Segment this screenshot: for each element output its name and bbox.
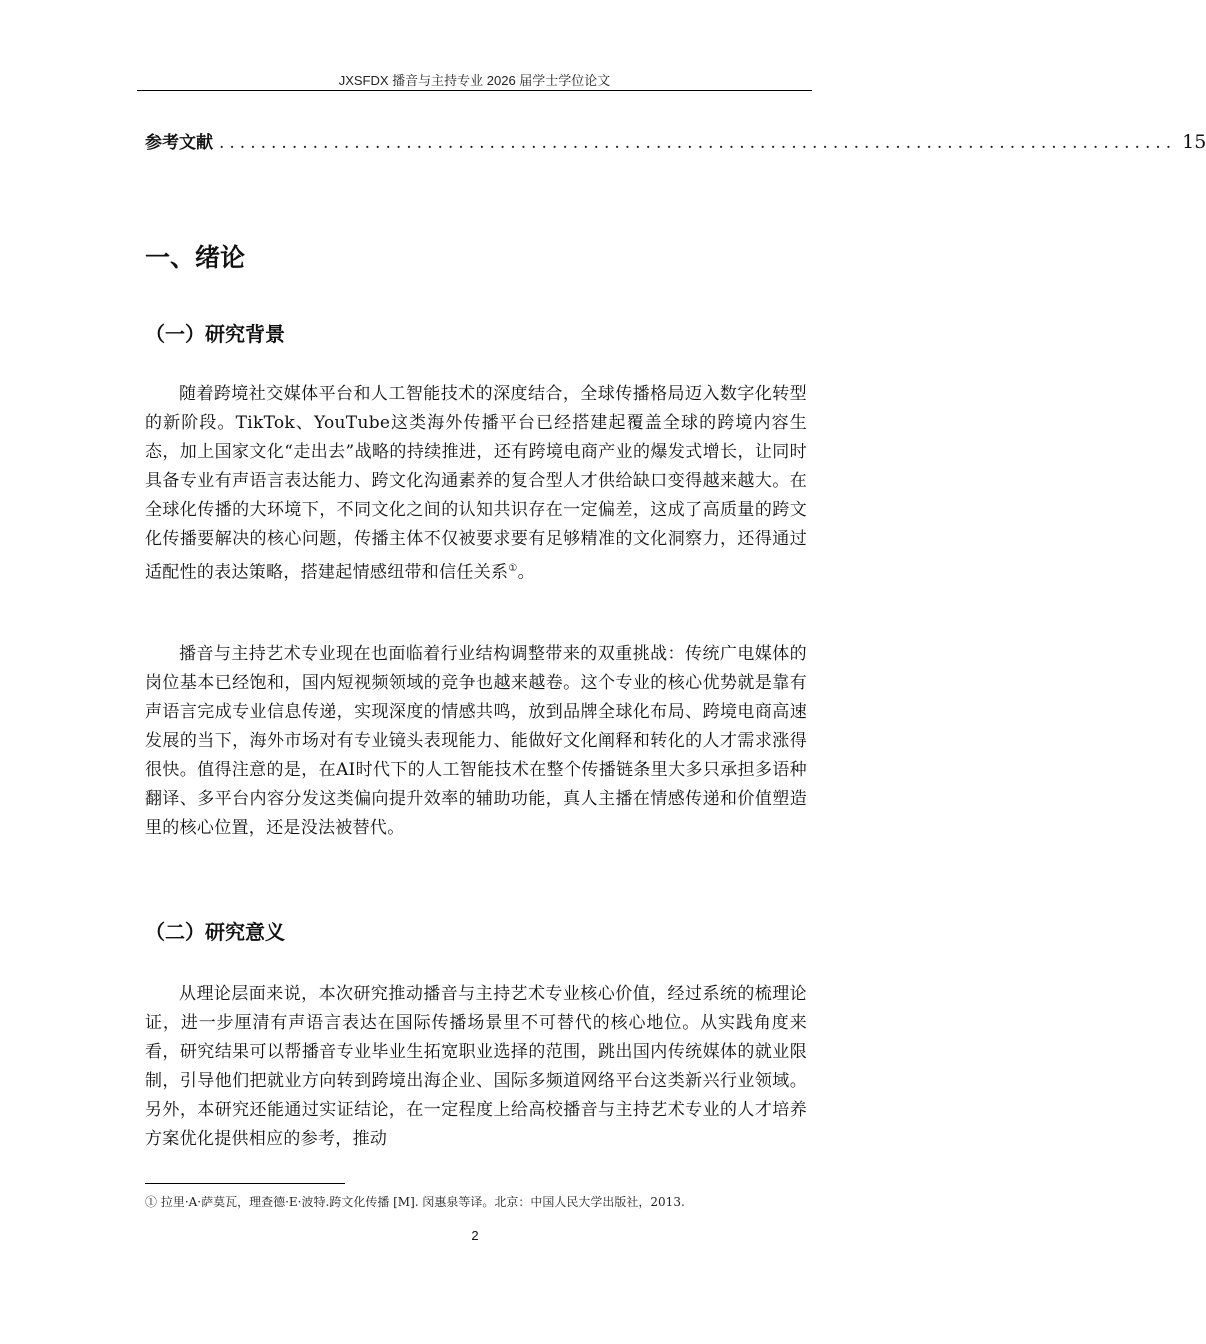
footnote: ① 拉里·A·萨莫瓦，理查德·E·波特.跨文化传播 [M]. 闵惠泉等译。北京：中国人民大学出版社，2013.: [145, 1195, 685, 1209]
subsection-title-background: （一）研究背景: [145, 322, 285, 346]
toc-entry-references[interactable]: [145, 128, 1206, 153]
footnote-marker[interactable]: ①: [508, 563, 518, 574]
running-header: JXSFDX 播音与主持专业 2026 届学士学位论文: [338, 73, 611, 88]
subsection-title-significance: （二）研究意义: [145, 920, 285, 944]
toc-leader-dots: ............................................................................................: [219, 133, 1177, 153]
paragraph-end: 。: [517, 562, 535, 583]
header-rule: [137, 90, 812, 91]
page-number: 2: [471, 1228, 479, 1243]
toc-label: 参考文献: [145, 133, 213, 153]
section-title: 一、绪论: [145, 243, 246, 272]
toc-page-number: 15: [1182, 131, 1206, 153]
footnote-rule: [145, 1183, 345, 1184]
paragraph-background-2: 播音与主持艺术专业现在也面临着行业结构调整带来的双重挑战：传统广电媒体的岗位基本已经饱和，国内短视频领域的竞争也越来越卷。这个专业的核心优势就是靠有声语言完成专业信息传递，实现深度的情感共鸣，放到品牌全球化布局、跨境电商高速发展的当下，海外市场对有专业镜头表现能力、能做好文化阐释和转化的人才需求涨得很快。值得注意的是，在AI时代下的人工智能技术在整个传播链条里大多只承担多语种翻译、多平台内容分发这类偏向提升效率的辅助功能，真人主播在情感传递和价值塑造里的核心位置，还是没法被替代。: [145, 644, 807, 838]
paragraph-significance-1: 从理论层面来说，本次研究推动播音与主持艺术专业核心价值，经过系统的梳理论证，进一步厘清有声语言表达在国际传播场景里不可替代的核心地位。从实践角度来看，研究结果可以帮播音专业毕业生拓宽职业选择的范围，跳出国内传统媒体的就业限制，引导他们把就业方向转到跨境出海企业、国际多频道网络平台这类新兴行业领域。另外，本研究还能通过实证结论，在一定程度上给高校播音与主持艺术专业的人才培养方案优化提供相应的参考，推动: [145, 984, 807, 1149]
paragraph-background-1: [145, 380, 807, 588]
paragraph-text: 随着跨境社交媒体平台和人工智能技术的深度结合，全球传播格局迈入数字化转型的新阶段。TikTok、YouTube这类海外传播平台已经搭建起覆盖全球的跨境内容生态，加上国家文化“走出去”战略的持续推进，还有跨境电商产业的爆发式增长，让同时具备专业有声语言表达能力、跨文化沟通素养的复合型人才供给缺口变得越来越大。在全球化传播的大环境下，不同文化之间的认知共识存在一定偏差，这成了高质量的跨文化传播要解决的核心问题，传播主体不仅被要求要有足够精准的文化洞察力，还得通过适配性的表达策略，搭建起情感纽带和信任关系: [145, 384, 807, 583]
